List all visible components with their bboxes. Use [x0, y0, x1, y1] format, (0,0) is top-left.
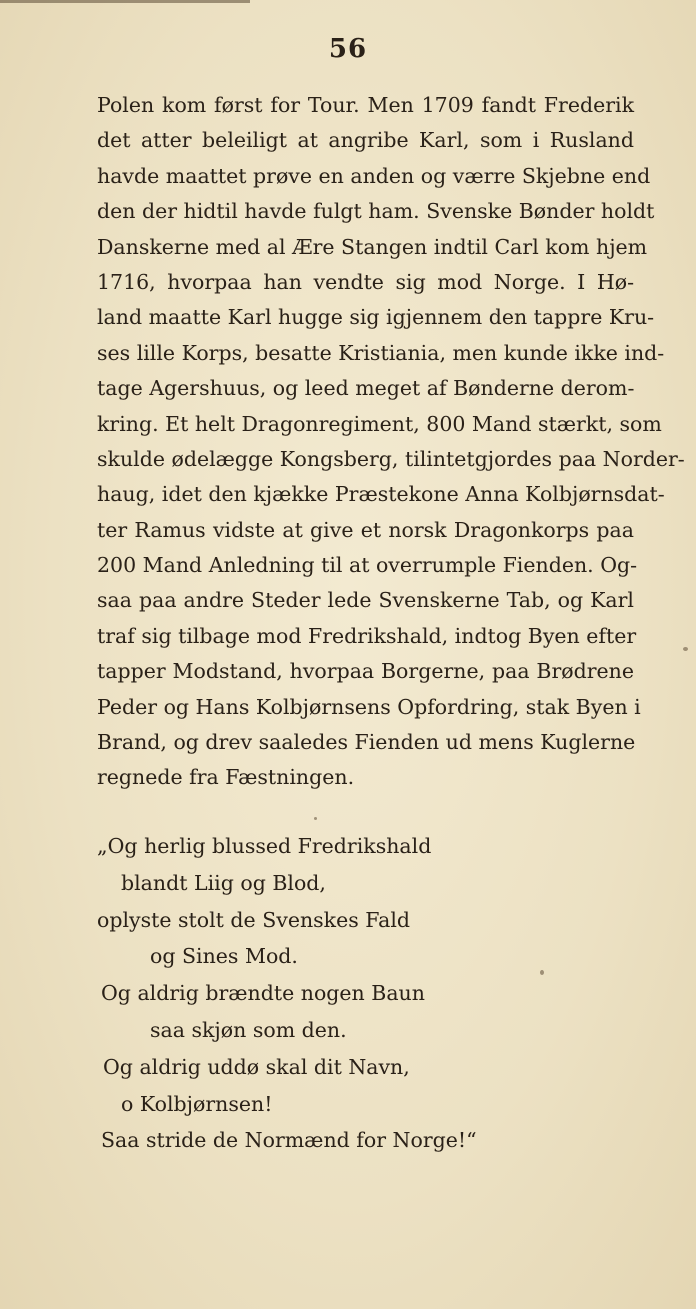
prose-line: 1716, hvorpaa han vendte sig mod Norge. I Hø- [97, 269, 634, 294]
prose-line: traf sig tilbage mod Fredrikshald, indtog Byen efter [97, 623, 637, 648]
poem-line: saa skjøn som den. [150, 1017, 347, 1042]
prose-line: haug, idet den kjække Præstekone Anna Kolbjørnsdat- [97, 482, 665, 507]
prose-paragraph [97, 88, 685, 796]
page-number: 56 [328, 34, 368, 64]
paper-speck [314, 817, 317, 820]
poem-line: og Sines Mod. [150, 944, 298, 969]
prose-line: havde maattet prøve en anden og værre Skjebne end [97, 163, 651, 188]
poem-stanza [97, 828, 637, 1159]
poem-line: o Kolbjørnsen! [121, 1091, 273, 1116]
prose-line: regnede fra Fæstningen. [97, 765, 355, 790]
prose-line: saa paa andre Steder lede Svenskerne Tab, og Karl [97, 588, 634, 613]
prose-line: tage Agershuus, og leed meget af Bønderne derom- [97, 376, 635, 401]
paper-speck [683, 647, 688, 651]
prose-line: land maatte Karl hugge sig igjennem den tappre Kru- [97, 305, 655, 330]
prose-line: tapper Modstand, hvorpaa Borgerne, paa Brødrene [97, 659, 634, 684]
poem-line: „Og herlig blussed Fredrikshald [97, 834, 432, 858]
prose-line: Brand, og drev saaledes Fienden ud mens Kuglerne [97, 730, 636, 755]
poem-line: blandt Liig og Blod, [121, 870, 326, 895]
prose-line: den der hidtil havde fulgt ham. Svenske Bønder holdt [97, 199, 655, 224]
top-edge-rule [0, 0, 250, 3]
prose-line: Peder og Hans Kolbjørnsens Opfordring, stak Byen i [97, 694, 641, 719]
prose-line: det atter beleiligt at angribe Karl, som i Rusland [97, 128, 634, 153]
poem-line: Saa stride de Normænd for Norge!“ [101, 1128, 477, 1153]
prose-line: skulde ødelægge Kongsberg, tilintetgjordes paa Norder- [97, 446, 685, 471]
prose-line: ses lille Korps, besatte Kristiania, men kunde ikke ind- [97, 340, 665, 365]
prose-line: Polen kom først for Tour. Men 1709 fandt Frederik [97, 93, 634, 117]
prose-line: kring. Et helt Dragonregiment, 800 Mand stærkt, som [97, 411, 662, 436]
poem-line: Og aldrig brændte nogen Baun [101, 981, 425, 1006]
paper-speck [540, 970, 544, 975]
poem-line: oplyste stolt de Svenskes Fald [97, 907, 410, 932]
prose-line: 200 Mand Anledning til at overrumple Fienden. Og- [97, 553, 638, 578]
poem-line: Og aldrig uddø skal dit Navn, [103, 1054, 410, 1079]
prose-line: ter Ramus vidste at give et norsk Dragonkorps paa [97, 517, 634, 542]
prose-line: Danskerne med al Ære Stangen indtil Carl kom hjem [97, 234, 648, 259]
